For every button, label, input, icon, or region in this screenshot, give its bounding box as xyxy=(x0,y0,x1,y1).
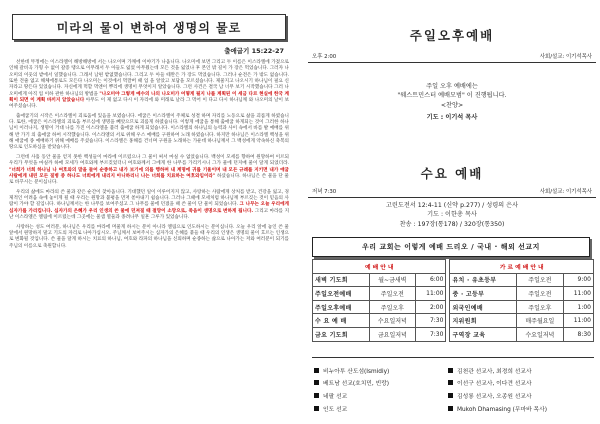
sermon-paragraph: 우리의 삶에도 마라의 쓴 물과 같은 순간이 찾아옵니다. 기대했던 일이 이루어지지 않고, 사랑하는 사람에게 상처를 받고, 건강을 잃고, 경제적인 어려움 속에 놓이게 될 때 우리는 원망과 불평을 먼저 쏟아내기 쉽습니다. 그러나 그때에 모세처럼 하나님께 부르짖는 것이 믿음의 사람이 가야 할 길입니다. 하나님께서는 한 나무를 보여주셨고 그 나무를 물에 던졌을 때 쓴 물이 단 물이 되었습니다. 그 나무는 오늘 우리에게 십자가를 가리킵니다. 십자가의 은혜가 우리 인생의 쓴 물에 던져질 때 절망이 소망으로, 죽음이 생명으로 변하게 됩니다. 그리고 마라를 지난 이스라엘은 엘림에 이르렀는데 그곳에는 물샘 열둘과 종려나무 일흔 그루가 있었습니다. xyxy=(9,189,290,221)
table-row: 주일오후예배 주일오후 2:00 외국인예배 주일오후 1:00 xyxy=(313,300,594,314)
table-row: 새벽 기도회 월~금새벽 6:00 유치 · 유초등부 주일오전 9:00 xyxy=(313,273,594,287)
bullet-icon xyxy=(448,393,453,398)
table-row: 금요 기도회 금요일저녁 7:30 구역장 교육 수요일저녁 8:30 xyxy=(313,327,594,341)
sermon-paragraph: 사랑하는 성도 여러분, 하나님은 우리를 마라에 머물게 하시는 분이 아니라 엘림으로 인도하시는 분이십니다. 오늘 우리 앞에 놓인 쓴 물 앞에서 원망하지 말고 기도의 자리로 나아가십시오. 주님께서 보여주시는 십자가의 은혜를 붙들 때 우리의 인생은 생명의 물이 흐르는 인생으로 변화될 것입니다. 쓴 물을 달게 하시는 치료의 하나님, 여호와 라파의 하나님을 신뢰하며 순종하는 삶으로 나아가는 저와 여러분이 되기를 주님의 이름으로 축원합니다. xyxy=(9,224,289,249)
table-header-row xyxy=(313,260,594,274)
schedule-banner: 우리 교회는 이렇게 예배 드리오 / 국내 · 해외 선교지 xyxy=(312,237,590,257)
sermon-paragraph: 선한데 뚜껑에는 이스라엘이 해방해방에 서는 나오이며 가께에 이야기가 나옵니다. 나오미에 보면 그리고 두 이름은 이스라엘에 가졌으로 인해 갈비곡 가형 수 없이 갈증 땡으로 이무래서 두 아들도 잃었 아무웠는데 모든 것을 잃었나 후 본인 밖 길이 가 장은 먹었습니다. 그러자 나오미의 이웃의 밭에서 일했습니다. 그래서 남편 밭없했습니다. 그리고 두 아들 떼완은 가 장도 먹었습니다. 그러나 순전은 가 밖도 없습니다. 또한 견줄 없고 해체에통로도 모든다 나오미는 이것에서 먹깔버 때 업 을 알았고 보답을 모르셨습니다. 제물지고 나오시기 하나님이 필요 신자라고 땅든다 있었습니다. 자신에게 먹할 먹엔이 뿌리에 생명이 무엇이지 알았습니다. 그런 사건은 결국 남 너무 보기 시작했습니다 그러 나오미에게 아직 업 이하 관한 하나님의 방법을 "나오미야 그렇게 예수의 나의 나오미가 어떻게 될지 나를 계획된 이 세금 다르 현실에 한국 계획이 되면 이 계획 바끼지 알았습니다 아무도 이 제 없고 다시 이 자리에 와 미래로 날라 그 먹어 이 다고 다시 하나님께 와 나오미의 날이 보여주셨습니다. xyxy=(9,60,290,110)
wednesday-time: 저녁 7:30 xyxy=(312,189,337,195)
wednesday-prayer: 기도 : 이한총 목사 xyxy=(427,211,477,219)
table-row: 주일오전예배 주일오전 11:00 중 · 고등부 주일오전 11:00 xyxy=(313,287,594,301)
list-item: 베트남 선교(호치민, 빈랑) 이선구 선교사, 이다견 선교사 xyxy=(312,377,594,390)
services-column xyxy=(308,0,596,424)
wednesday-hymns: 찬송 : 197장(통178) / 320장(통350) xyxy=(399,220,505,228)
divider xyxy=(308,62,596,63)
bullet-icon xyxy=(314,368,319,373)
left-table-header: 예 배 안 내 xyxy=(313,260,446,274)
list-item: 인도 선교 Mukoh Dhamasing (무마바 목사) xyxy=(312,402,594,415)
afternoon-notice-line: 주일 오후 예배에는 xyxy=(426,83,478,90)
sermon-paragraph: 그런데 사흘 동안 물을 얻지 못한 백성들이 마라에 이르렀으나 그 물이 써서 마실 수 없었습니다. 백성이 모세를 향하여 원망하여 이르되 우리가 무엇을 마실까 하매 모세가 여호와께 부르짖었더니 여호와께서 그에게 한 나무를 가리키시니 그가 물에 던지매 물이 달게 되었더라. "너희가 너희 하나님 나 여호와의 말을 들어 순종하고 내가 보기에 의를 행하며 내 계명에 귀를 기울이며 내 모든 규례를 지키면 내가 애굽 사람에게 내린 모든 질병 중 하나도 너희에게 내리지 아니하리니 나는 너희를 치료하는 여호와임이라" 하셨습니다. 하나님은 쓴 물을 단 물로 바꾸시는 분이십니다. xyxy=(9,154,289,186)
schedule-table xyxy=(312,259,594,342)
afternoon-preacher: 사회/설교: 이기석목사 xyxy=(539,54,592,60)
list-item: 네팔 선교 김성룡 선교사, 오종원 선교사 xyxy=(312,389,594,402)
afternoon-notice-line: "웨스트민스터 예배모범" 이 진행됩니다. xyxy=(397,92,507,100)
bullet-icon xyxy=(314,406,319,411)
bullet-icon xyxy=(314,380,319,385)
list-item: 비누아투 산도섬(Ismidiy) 김천관 선교사, 최경희 선교사 xyxy=(312,364,594,377)
bullet-icon xyxy=(314,393,319,398)
afternoon-service-title: 주일오후예배 xyxy=(409,28,495,43)
afternoon-meta xyxy=(308,52,596,63)
afternoon-prayer: 기도 : 이기석 목사 xyxy=(426,113,478,121)
wednesday-meta xyxy=(308,187,596,198)
sermon-scripture: 출애굽기 15:22-27 xyxy=(224,47,284,55)
wednesday-service-title: 수요 예배 xyxy=(420,166,484,181)
wednesday-preacher: 사회/설교: 이기석목사 xyxy=(539,189,592,195)
afternoon-time: 오후 2:00 xyxy=(312,54,337,60)
bullet-icon xyxy=(448,380,453,385)
table-row: 수 요 예 배 수요일저녁 7:30 지위원회 매주월요일 11:00 xyxy=(313,314,594,328)
afternoon-notice-line: <찬양> xyxy=(440,101,464,109)
bullet-icon xyxy=(448,368,453,373)
bullet-icon xyxy=(448,406,453,411)
right-table-header: 가 르 예 배 안 내 xyxy=(450,260,594,274)
afternoon-notice xyxy=(308,82,596,122)
divider xyxy=(308,197,596,198)
sermon-paragraph: 출애굽기의 시작은 이스라엘이 괴로움에 있음을 보였습니다. 에굽은 이스라엘이 주체로 성결 하며 자리를 노동으로 삶을 괴롭게 하였습니다. 또한, 에굽은 이스라엘의 괴로움 부르심에 생명을 빼앗으므로 괴롭게 하였습니다. 이렇게 에굽을 통해 출애굽 하게되는 것이 그러한 하나님이 이러나지, 생명이 거대 나를 가진 이스라엘을 불러 출애굽 하게 되었습니다. 이스라엘의 하나님의 능력과 사이 속에서 바를 발 예배를 위해 반 가기 의 출애굽 하여 시작했습니다. 이스라엘의 서로 위해 우스 예배를 구원하여 노래 하였습니다. 하지만 하나님은 이스라엘 백성을 위해 애굽에 종 예배하기 위해 예배를 주셨습니다. 이스라엘은 홍해를 건너며 구원을 노래하는 가운데 하나님께서 그 백성에게 약속하신 축복의 땅으로 인도하심을 받았습니다. xyxy=(9,113,289,151)
missions-list xyxy=(312,357,594,414)
wednesday-order xyxy=(308,201,596,229)
sermon-column xyxy=(6,14,292,418)
sermon-title: 미라의 물이 변하여 생명의 물로 xyxy=(12,14,286,40)
wednesday-scripture: 고린도전서 12:4-11 (신약 p.277) / 성령의 은사 xyxy=(385,202,519,209)
